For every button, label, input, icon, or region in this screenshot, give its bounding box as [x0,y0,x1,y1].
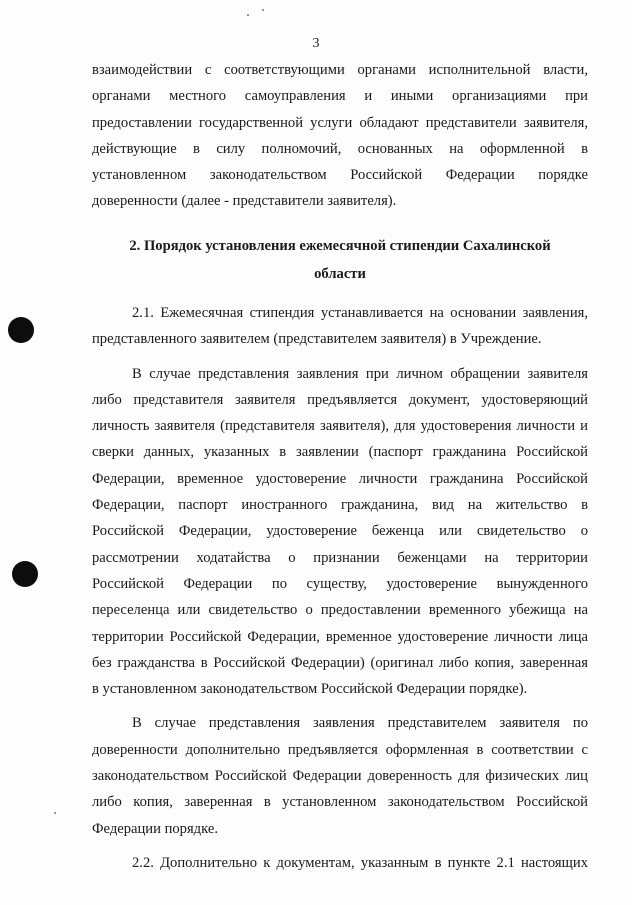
paragraph-line: Федерации порядке. [92,820,218,837]
paragraph-line: органами местного самоуправления и иными организациями при [92,88,588,105]
paragraph-line: Федерации, паспорт иностранного гражданина, вид на жительство в [92,497,588,514]
paragraph-line: сверки данных, указанных в заявлении (паспорт гражданина Российской [92,444,588,461]
paragraph-line: действующие в силу полномочий, основанных на оформленной в [92,140,588,157]
section-heading: 2. Порядок установления ежемесячной стипендии Сахалинской [129,238,551,254]
scan-speck [247,14,249,16]
paragraph-line: 2.1. Ежемесячная стипендия устанавливается на основании заявления, [132,305,588,321]
paragraph-line: личность заявителя (представителя заявителя), для удостоверения личности и [92,418,588,435]
paragraph-line: установленном законодательством Российской Федерации порядке [92,167,588,184]
paragraph-line: либо представителя заявителя предъявляется документ, удостоверяющий [92,391,588,408]
paragraph-line: В случае представления заявления представителем заявителя по [132,715,588,732]
punch-hole-mark [8,317,34,343]
paragraph-line: переселенца или свидетельство о предоставлении временного убежища на [92,602,588,619]
page-number: 3 [312,36,320,51]
paragraph-line: 2.2. Дополнительно к документам, указанным в пункте 2.1 настоящих [132,854,588,871]
paragraph-line: территории Российской Федерации, временное удостоверение личности лица [92,628,588,645]
paragraph-line: без гражданства в Российской Федерации) (оригинал либо копия, заверенная [92,654,588,671]
paragraph-personal-appeal [92,361,588,703]
paragraph-line: рассмотрении ходатайства о признании беженцами на территории [92,549,588,566]
paragraph-line: В случае представления заявления при личном обращении заявителя [132,365,588,382]
paragraph-line: представленного заявителем (представителем заявителя) в Учреждение. [92,331,542,348]
paragraph-line: взаимодействии с соответствующими органами исполнительной власти, [92,62,588,78]
paragraph-line: Российской Федерации, удостоверение беженца или свидетельство о [92,523,588,540]
section-2 [92,232,588,876]
section-heading: области [314,266,366,282]
punch-hole-mark [12,561,38,587]
paragraph-line: в установленном законодательством Российской Федерации порядке). [92,681,528,698]
paragraph-2-2 [92,850,588,876]
paragraph-2-1 [92,300,588,353]
scan-speck [262,9,264,11]
paragraph-line: либо копия, заверенная в установленном законодательством Российской [92,794,588,811]
paragraph-line: доверенности (далее - представители заявителя). [92,193,397,210]
paragraph-line: Российской Федерации по существу, удостоверение вынужденного [92,575,588,592]
intro-paragraph [92,57,588,215]
paragraph-line: доверенности дополнительно предъявляется оформленная в соответствии с [92,741,588,758]
paragraph-line: Федерации, временное удостоверение личности гражданина Российской [92,470,588,487]
paragraph-line: предоставлении государственной услуги обладают представители заявителя, [92,114,588,131]
paragraph-line: законодательством Российской Федерации доверенность для физических лиц [92,768,588,785]
scan-speck [54,812,56,814]
paragraph-representative [92,710,588,841]
